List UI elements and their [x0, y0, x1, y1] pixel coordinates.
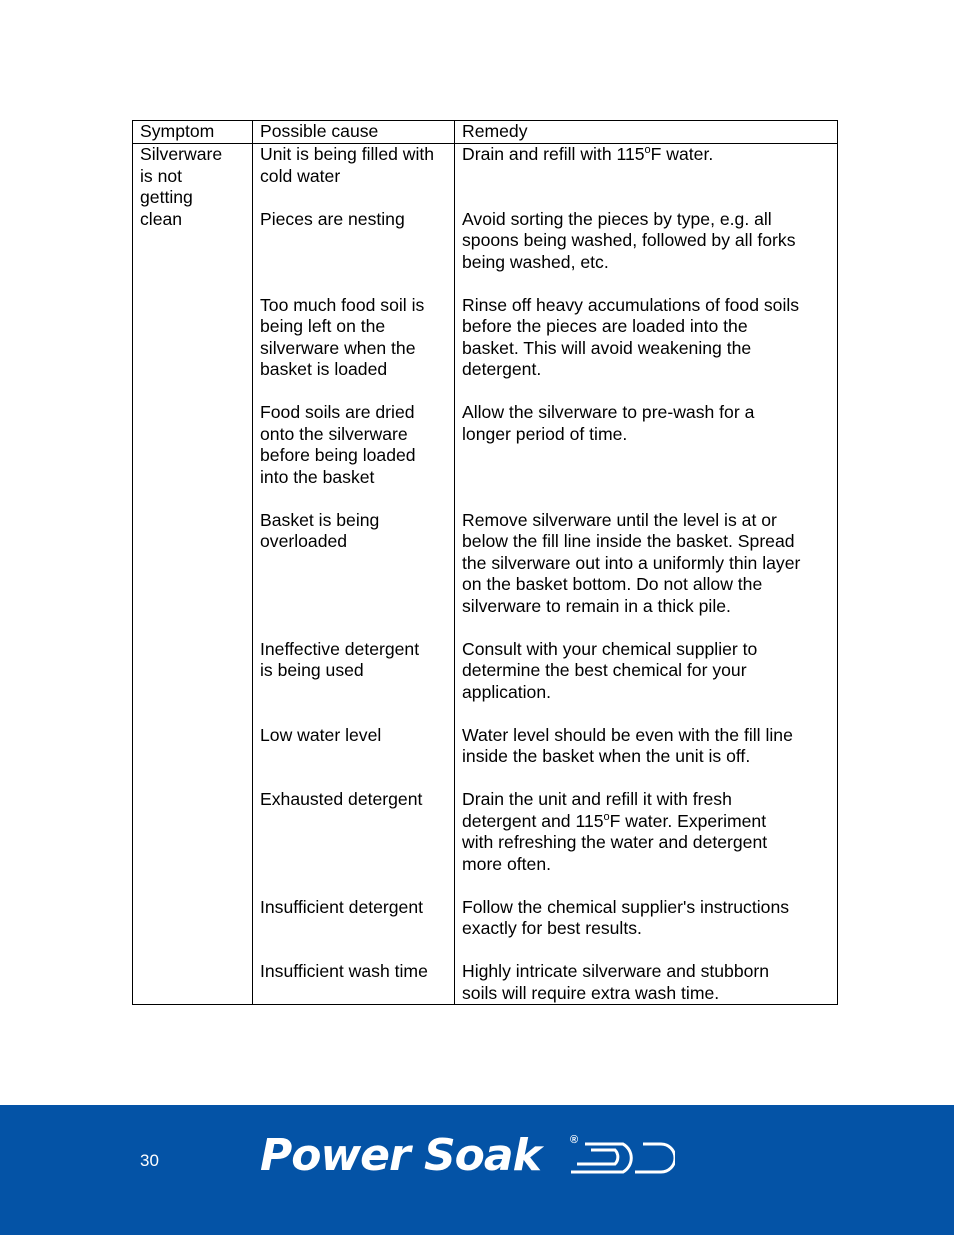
remedy-text: Water level should be even with the fill line inside the basket when the unit is off.: [462, 724, 793, 766]
remedy-text: Remove silverware until the level is at or below the fill line inside the basket. Spread the silverware out into a uniformly thin layer on the basket bottom. Do not allow the silverware to remain in a thick pile.: [462, 509, 801, 616]
table-row: [133, 144, 838, 1005]
remedy-text: Allow the silverware to pre-wash for a longer period of time.: [462, 402, 755, 444]
cause-entry: Pieces are nesting: [260, 208, 405, 229]
cause-entry: Insufficient detergent: [260, 896, 424, 917]
degree-superscript: o: [603, 810, 610, 823]
logo-swoosh-icon: [565, 1136, 675, 1184]
remedy-text: Drain the unit and refill it with fresh detergent and 115: [462, 789, 732, 831]
remedy-entry: [462, 961, 831, 1004]
remedy-entry: [462, 510, 831, 618]
power-soak-logo: [260, 1130, 579, 1181]
remedy-text: Avoid sorting the pieces by type, e.g. all spoons being washed, followed by all forks being washed, etc.: [462, 208, 796, 272]
remedy-text: Drain and refill with 115: [462, 144, 645, 164]
remedy-text-continued: F water. Experiment with refreshing the water and detergent more often.: [462, 810, 768, 874]
symptom-cell: [133, 144, 253, 1005]
remedy-entry: [462, 295, 831, 381]
degree-superscript: o: [644, 144, 651, 156]
remedy-entry: [462, 209, 831, 274]
cause-entry: Food soils are dried onto the silverware before being loaded into the basket: [260, 402, 416, 487]
header-symptom: Symptom: [133, 121, 253, 144]
remedy-entry: [462, 897, 831, 940]
table-header-row: [133, 121, 838, 144]
page-number: 30: [140, 1151, 159, 1170]
remedy-cell: [455, 144, 838, 1005]
symptom-text: Silverware is not getting clean: [140, 144, 223, 229]
remedy-entry: [462, 144, 831, 187]
remedy-entry: [462, 402, 831, 488]
cause-entry: Ineffective detergent is being used: [260, 638, 420, 680]
remedy-text-continued: F water.: [650, 144, 714, 164]
cause-cell: [253, 144, 455, 1005]
troubleshooting-table: [132, 120, 838, 1005]
cause-entry: Unit is being filled with cold water: [260, 144, 435, 186]
cause-entry: Too much food soil is being left on the silverware when the basket is loaded: [260, 294, 425, 379]
remedy-text: Consult with your chemical supplier to determine the best chemical for your application.: [462, 638, 758, 702]
header-remedy: Remedy: [455, 121, 838, 144]
cause-entry: Insufficient wash time: [260, 961, 428, 981]
cause-entry: Low water level: [260, 724, 382, 745]
cause-entry: Basket is being overloaded: [260, 509, 380, 551]
remedy-entry: [462, 725, 831, 768]
registered-mark: ®: [570, 1134, 579, 1146]
remedy-text: Highly intricate silverware and stubborn soils will require extra wash time.: [462, 961, 770, 1003]
remedy-entry: [462, 639, 831, 704]
header-possible-cause: Possible cause: [253, 121, 455, 144]
cause-entry: Exhausted detergent: [260, 789, 423, 809]
remedy-text: Follow the chemical supplier's instructions exactly for best results.: [462, 896, 790, 938]
remedy-entry: [462, 789, 831, 875]
logo-wordmark: Power Soak: [260, 1130, 541, 1181]
remedy-text: Rinse off heavy accumulations of food soils before the pieces are loaded into the basket. This will avoid weakening the detergent.: [462, 294, 800, 379]
